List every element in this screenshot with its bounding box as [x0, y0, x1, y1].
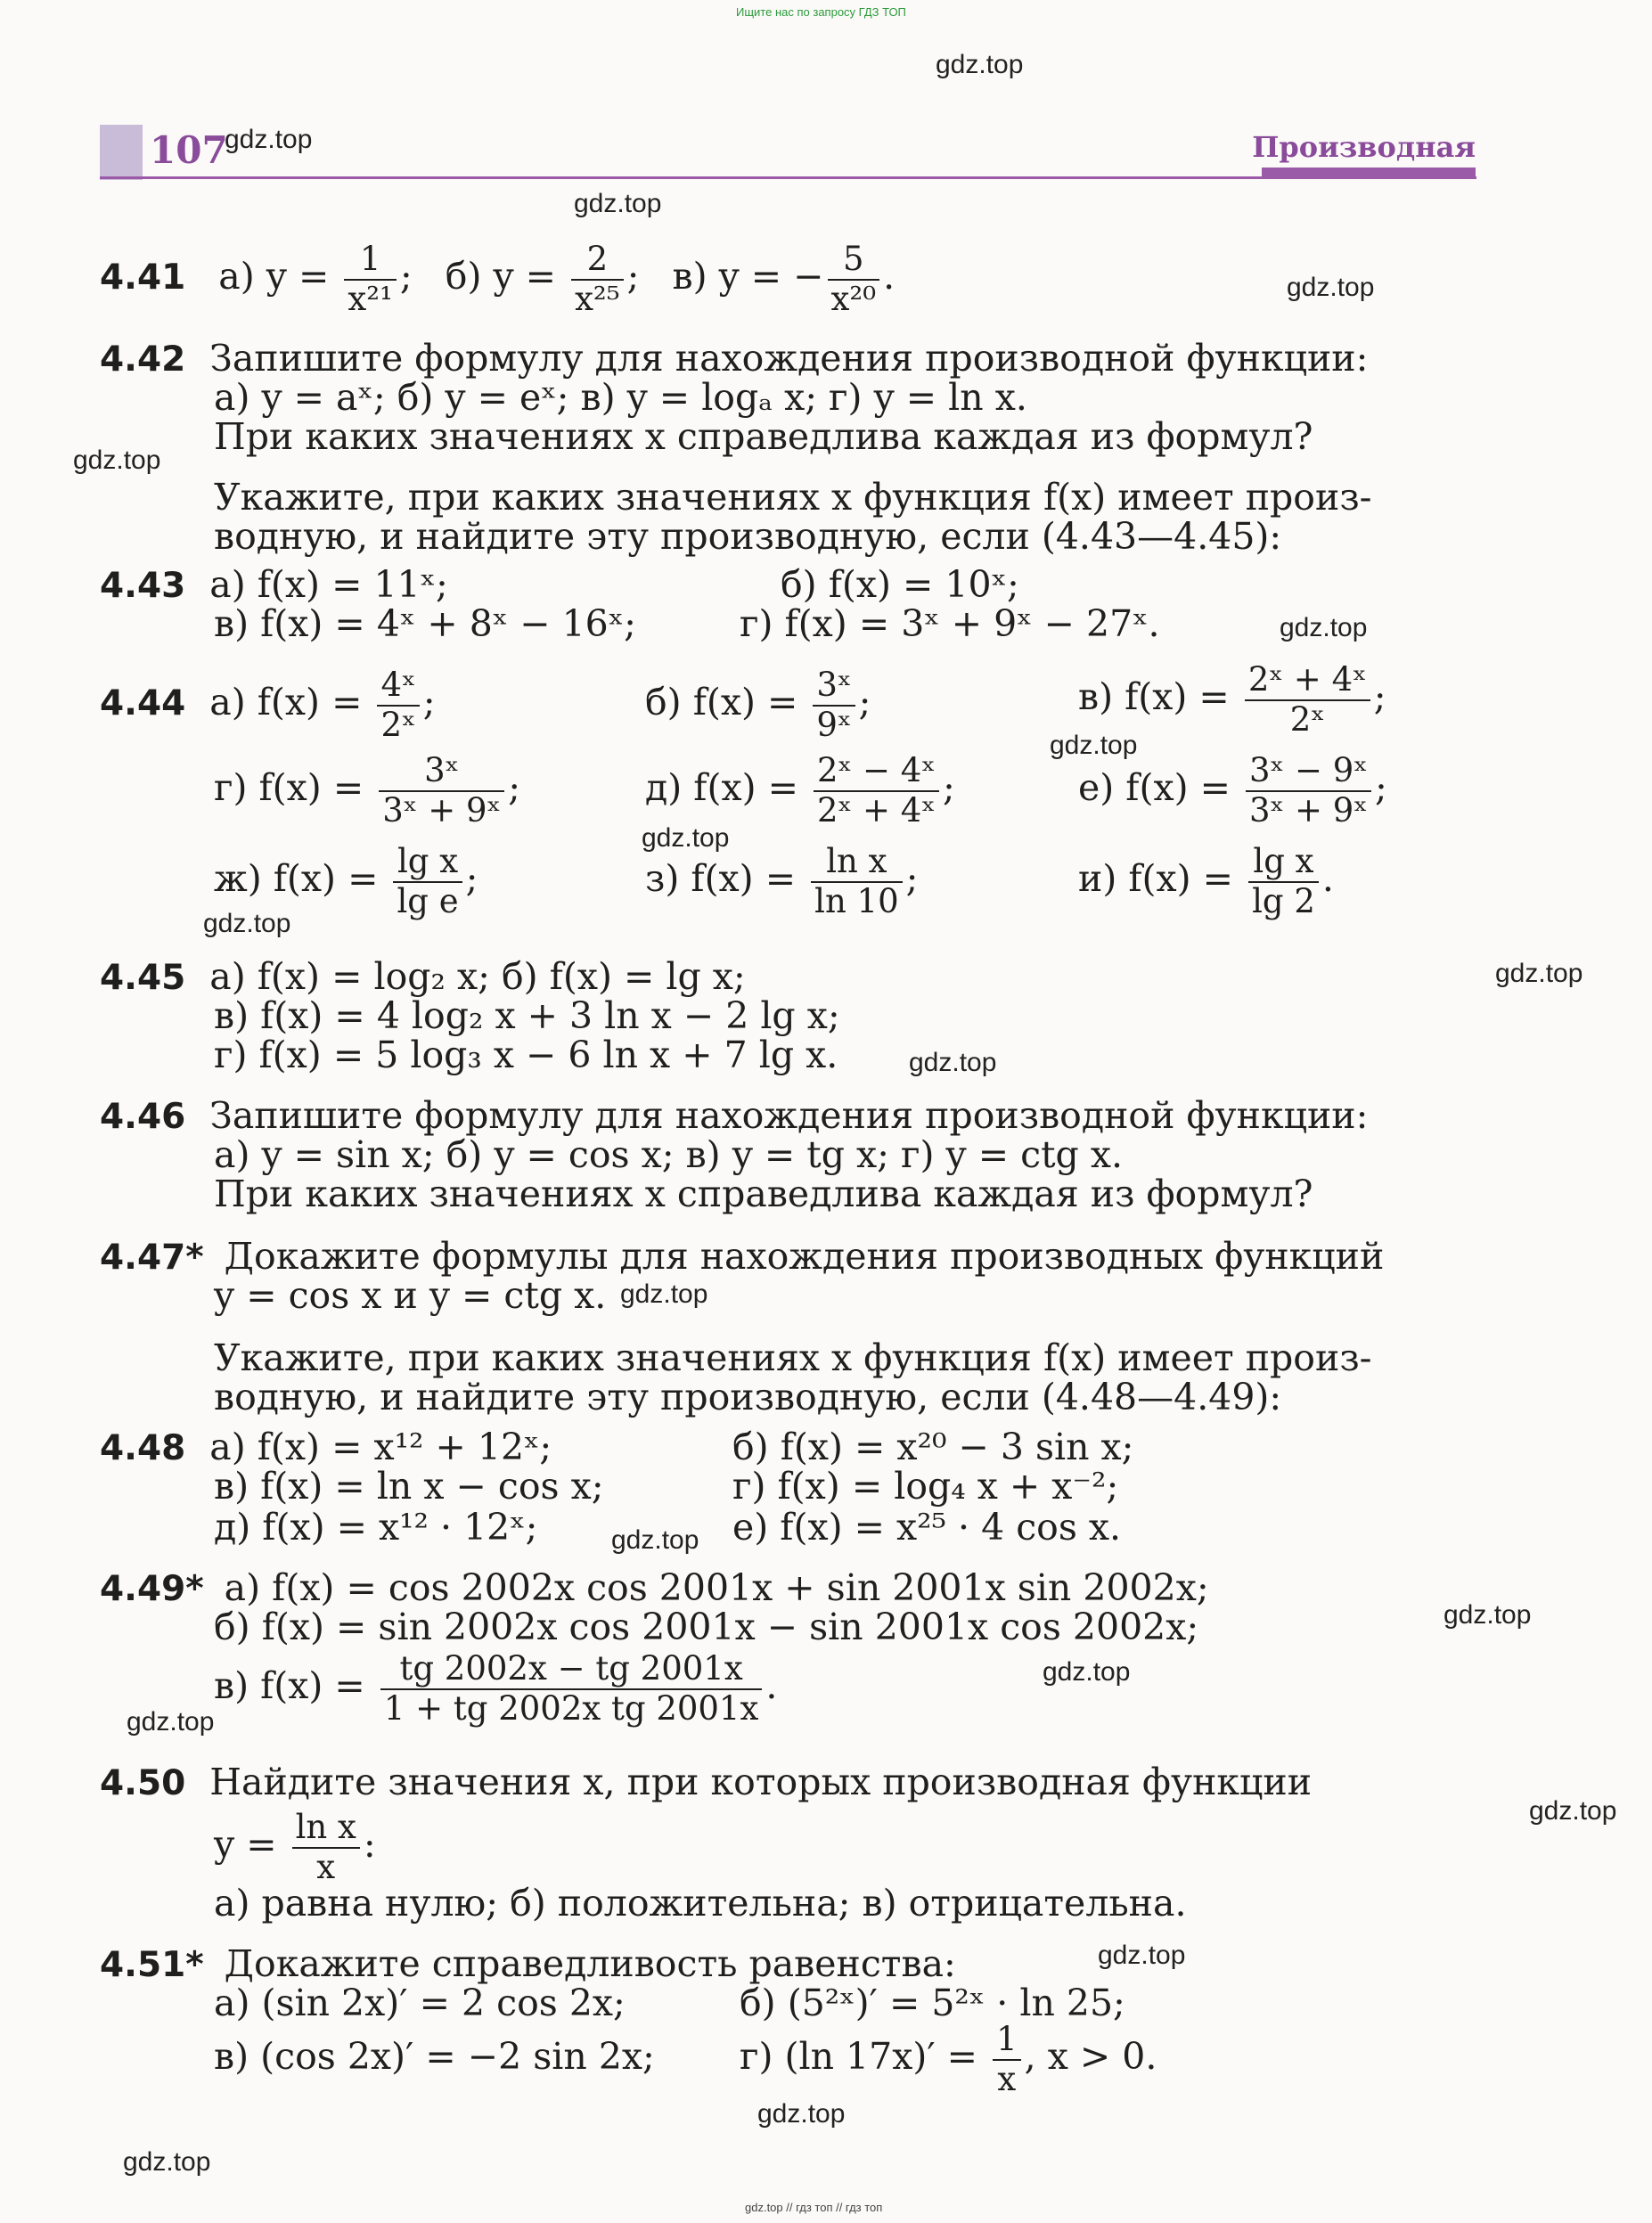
section-title: Производная	[1252, 130, 1476, 164]
watermark: gdz.top	[1098, 1941, 1186, 1970]
problem-4-42-line3: При каких значениях x справедлива каждая из формул?	[214, 415, 1313, 458]
intro-4-43: Укажите, при каких значениях x функция f(x) имеет произ-	[214, 476, 1372, 519]
header-color-block	[100, 125, 143, 180]
problem-4-51-b: б) (5²ˣ)′ = 5²ˣ · ln 25;	[740, 1982, 1125, 2024]
problem-4-50-line2: y = $\frac{\text{ln x}}{x}$ :	[214, 1808, 376, 1886]
watermark: gdz.top	[936, 50, 1024, 79]
watermark: gdz.top	[73, 445, 161, 475]
problem-4-43-c: в) f(x) = 4ˣ + 8ˣ − 16ˣ;	[214, 602, 636, 645]
problem-4-51: 4.51* Докажите справедливость равенства:	[100, 1942, 956, 1985]
problem-4-49-line3: в) f(x) = $\frac{tg 2002x - tg 2001x}{\text{1 + tg 2002x tg 2001x}}$ .	[214, 1649, 778, 1728]
problem-4-46-line2: а) y = sin x; б) y = cos x; в) y = tg x; г) y = ctg x.	[214, 1133, 1123, 1176]
problem-4-48: 4.48 а) f(x) = x¹² + 12ˣ;	[100, 1426, 552, 1468]
problem-4-46: 4.46 Запишите формулу для нахождения производной функции:	[100, 1094, 1369, 1137]
watermark: gdz.top	[574, 189, 662, 218]
problem-4-44-h: з) f(x) = $\frac{\text{ln x}}{\ln 10}$ ;	[645, 842, 919, 920]
top-note: Ищите нас по запросу ГДЗ ТОП	[736, 5, 906, 19]
problem-4-43-d: г) f(x) = 3ˣ + 9ˣ − 27ˣ.	[740, 602, 1160, 645]
watermark: gdz.top	[1529, 1796, 1617, 1826]
problem-4-44-g: ж) f(x) = $\frac{\text{lg x}}{\text{lg e}}$ ;	[214, 842, 478, 920]
problem-4-42: 4.42 Запишите формулу для нахождения производной функции:	[100, 337, 1369, 380]
watermark: gdz.top	[642, 823, 730, 853]
problem-4-51-a: а) (sin 2x)′ = 2 cos 2x;	[214, 1982, 626, 2024]
problem-4-44-row1: 4.44 а) f(x) = $\frac{\text{4ˣ}}{\text{2ˣ}}$ ;	[100, 666, 436, 744]
problem-4-49: 4.49* а) f(x) = cos 2002x cos 2001x + sin 2001x sin 2002x;	[100, 1566, 1209, 1609]
problem-4-50-line3: а) равна нулю; б) положительна; в) отрицательна.	[214, 1882, 1187, 1925]
watermark: gdz.top	[203, 909, 291, 938]
intro-4-43-line2: водную, и найдите эту производную, если (4.43—4.45):	[214, 515, 1282, 558]
problem-4-48-b: б) f(x) = x²⁰ − 3 sin x;	[732, 1426, 1134, 1468]
problem-4-44-d: г) f(x) = $\frac{\text{3ˣ}}{\text{3ˣ + 9ˣ}}$ ;	[214, 751, 521, 830]
watermark: gdz.top	[620, 1279, 708, 1309]
watermark: gdz.top	[611, 1525, 699, 1555]
problem-4-51-c: в) (cos 2x)′ = −2 sin 2x;	[214, 2035, 655, 2078]
problem-4-46-line3: При каких значениях x справедлива каждая из формул?	[214, 1173, 1313, 1215]
problem-4-50: 4.50 Найдите значения x, при которых производная функции	[100, 1761, 1313, 1803]
intro-4-48: Укажите, при каких значениях x функция f(x) имеет произ-	[214, 1336, 1372, 1379]
watermark: gdz.top	[127, 1707, 215, 1737]
problem-4-48-d: г) f(x) = log₄ x + x⁻²;	[732, 1465, 1119, 1508]
bottom-note: gdz.top // гдз топ // гдз топ	[745, 2201, 883, 2214]
problem-4-44-e: д) f(x) = $\frac{\text{2ˣ − 4ˣ}}{\text{2ˣ + 4ˣ}}$ ;	[645, 751, 955, 830]
problem-4-44-f: е) f(x) = $\frac{\text{3ˣ − 9ˣ}}{\text{3ˣ + 9ˣ}}$ ;	[1078, 751, 1387, 830]
problem-4-44-b: б) f(x) = $\frac{\text{3ˣ}}{\text{9ˣ}}$ ;	[645, 666, 871, 744]
problem-4-45-line2: в) f(x) = 4 log₂ x + 3 ln x − 2 lg x;	[214, 994, 840, 1037]
page-number: 107	[150, 128, 228, 172]
problem-4-42-line2: а) y = aˣ; б) y = eˣ; в) y = logₐ x; г) y = ln x.	[214, 376, 1027, 419]
problem-4-49-line2: б) f(x) = sin 2002x cos 2001x − sin 2001x cos 2002x;	[214, 1606, 1199, 1648]
watermark: gdz.top	[1050, 731, 1138, 760]
watermark: gdz.top	[1280, 613, 1368, 642]
problem-4-43: 4.43 а) f(x) = 11ˣ;	[100, 563, 448, 606]
problem-4-45-line3: г) f(x) = 5 log₃ x − 6 ln x + 7 lg x.	[214, 1034, 838, 1076]
problem-4-47-line2: y = cos x и y = ctg x.	[214, 1274, 607, 1317]
watermark: gdz.top	[1443, 1600, 1532, 1630]
watermark: gdz.top	[1043, 1657, 1131, 1687]
intro-4-48-line2: водную, и найдите эту производную, если (4.48—4.49):	[214, 1376, 1282, 1418]
watermark: gdz.top	[1495, 959, 1583, 988]
problem-number: 4.41	[100, 257, 186, 298]
watermark: gdz.top	[225, 125, 313, 154]
problem-4-51-d: г) (ln 17x)′ = $\frac{1}{x}$ , x > 0.	[740, 2020, 1157, 2098]
watermark: gdz.top	[123, 2147, 211, 2177]
problem-4-45: 4.45 а) f(x) = log₂ x; б) f(x) = lg x;	[100, 955, 746, 998]
problem-4-44-c: в) f(x) = $\frac{\text{2ˣ + 4ˣ}}{\text{2ˣ}}$ ;	[1078, 660, 1386, 739]
section-underline	[1262, 168, 1476, 178]
problem-4-48-e: д) f(x) = x¹² · 12ˣ;	[214, 1506, 538, 1549]
watermark: gdz.top	[909, 1048, 997, 1077]
problem-4-41: 4.41 а) y = $\frac{1}{\text{x²¹}}$ ; б) y = $\frac{2}{\text{x²⁵}}$ ; в) y = − $\frac{5}{\text{x²⁰}}$ .	[100, 240, 896, 318]
problem-4-48-c: в) f(x) = ln x − cos x;	[214, 1465, 604, 1508]
problem-4-44-i: и) f(x) = $\frac{\text{lg x}}{\lg 2}$ .	[1078, 842, 1334, 920]
problem-4-43-b: б) f(x) = 10ˣ;	[781, 563, 1019, 606]
watermark: gdz.top	[757, 2099, 846, 2129]
problem-4-48-f: е) f(x) = x²⁵ · 4 cos x.	[732, 1506, 1122, 1549]
problem-4-47: 4.47* Докажите формулы для нахождения производных функций	[100, 1235, 1385, 1278]
watermark: gdz.top	[1287, 273, 1375, 302]
